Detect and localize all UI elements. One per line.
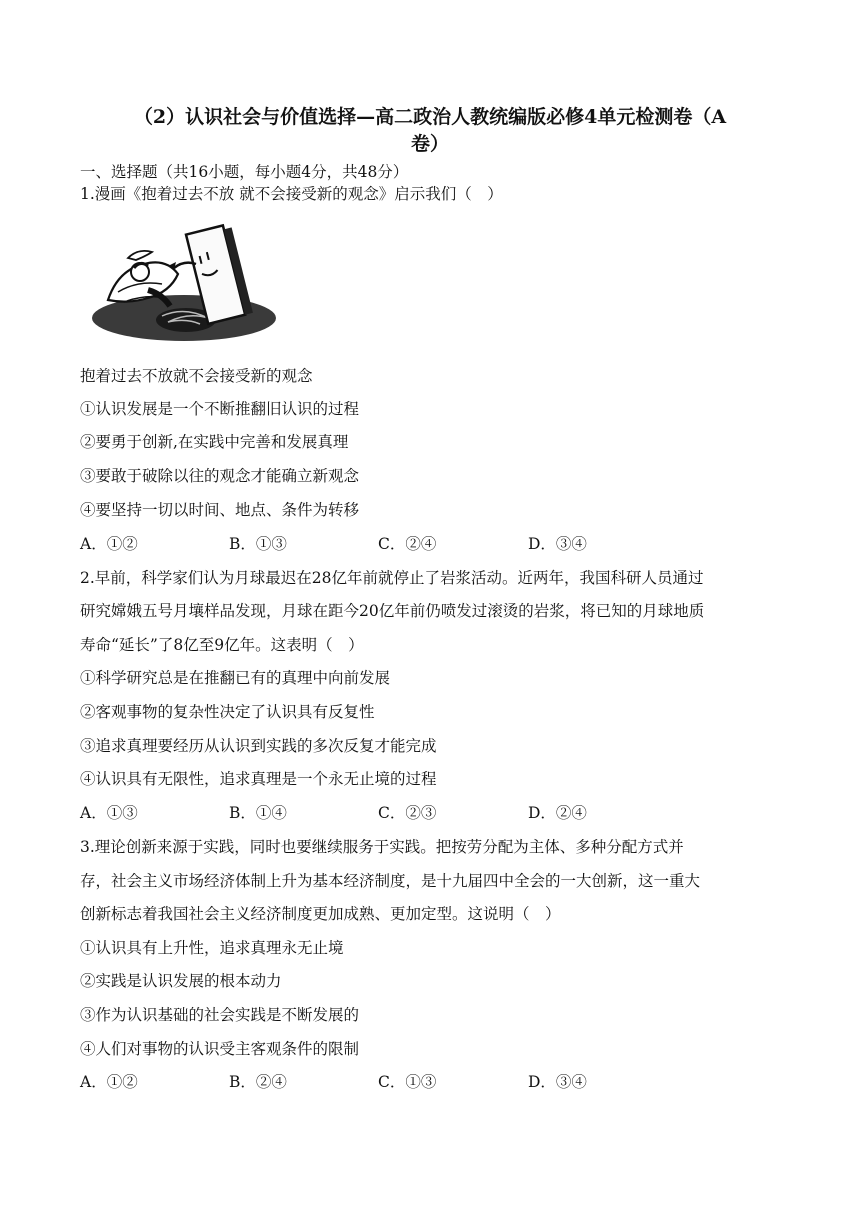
option-b: B．①④	[229, 804, 287, 822]
question-2-statement-3: ③追求真理要经历从认识到实践的多次反复才能完成	[80, 737, 437, 755]
question-1-options	[80, 534, 780, 554]
question-3-statement-3: ③作为认识基础的社会实践是不断发展的	[80, 1006, 360, 1024]
title-line-2: 卷）	[410, 133, 449, 155]
section-heading: 一、选择题（共16小题，每小题4分，共48分）	[80, 163, 409, 181]
option-c: C．②④	[378, 535, 437, 553]
question-2-statement-1: ①科学研究总是在推翻已有的真理中向前发展	[80, 669, 391, 687]
option-a: A．①②	[80, 1073, 138, 1091]
page-title	[80, 104, 780, 158]
option-d: D．③④	[528, 1073, 587, 1091]
question-3-statement-2: ②实践是认识发展的根本动力	[80, 972, 282, 990]
option-d: D．②④	[528, 804, 587, 822]
question-1-statement-4: ④要坚持一切以时间、地点、条件为转移	[80, 501, 360, 519]
question-2-statement-4: ④认识具有无限性，追求真理是一个永无止境的过程	[80, 770, 437, 788]
question-3-statement-1: ①认识具有上升性，追求真理永无止境	[80, 939, 344, 957]
question-2-stem-line-1: 2.早前，科学家们认为月球最迟在28亿年前就停止了岩浆活动。近两年，我国科研人员通过	[80, 569, 704, 587]
question-2-stem-line-2: 研究嫦娥五号月壤样品发现，月球在距今20亿年前仍喷发过滚烫的岩浆，将已知的月球地质	[80, 602, 705, 620]
question-1-statement-3: ③要敢于破除以往的观念才能确立新观念	[80, 467, 360, 485]
question-1-statement-1: ①认识发展是一个不断推翻旧认识的过程	[80, 400, 360, 418]
question-3-stem-line-2: 存，社会主义市场经济体制上升为基本经济制度，是十九届四中全会的一大创新，这一重大	[80, 872, 701, 890]
cartoon-illustration	[88, 212, 278, 342]
question-1-caption: 抱着过去不放就不会接受新的观念	[80, 367, 313, 385]
option-b: B．②④	[229, 1073, 287, 1091]
title-line-1: （2）认识社会与价值选择—高二政治人教统编版必修4单元检测卷（A	[133, 106, 727, 128]
question-1-statement-2: ②要勇于创新,在实践中完善和发展真理	[80, 433, 349, 451]
option-c: C．①③	[378, 1073, 437, 1091]
question-3-options	[80, 1072, 780, 1092]
question-3-stem-line-1: 3.理论创新来源于实践，同时也要继续服务于实践。把按劳分配为主体、多种分配方式并	[80, 838, 684, 856]
question-3-stem-line-3: 创新标志着我国社会主义经济制度更加成熟、更加定型。这说明（ ）	[80, 905, 561, 923]
question-1-stem: 1.漫画《抱着过去不放 就不会接受新的观念》启示我们（ ）	[80, 185, 503, 203]
question-2-options	[80, 803, 780, 823]
option-a: A．①②	[80, 535, 138, 553]
question-3-statement-4: ④人们对事物的认识受主客观条件的限制	[80, 1040, 360, 1058]
option-b: B．①③	[229, 535, 287, 553]
option-a: A．①③	[80, 804, 138, 822]
option-c: C．②③	[378, 804, 437, 822]
question-2-statement-2: ②客观事物的复杂性决定了认识具有反复性	[80, 703, 375, 721]
option-d: D．③④	[528, 535, 587, 553]
question-2-stem-line-3: 寿命“延长”了8亿至9亿年。这表明（ ）	[80, 636, 364, 654]
